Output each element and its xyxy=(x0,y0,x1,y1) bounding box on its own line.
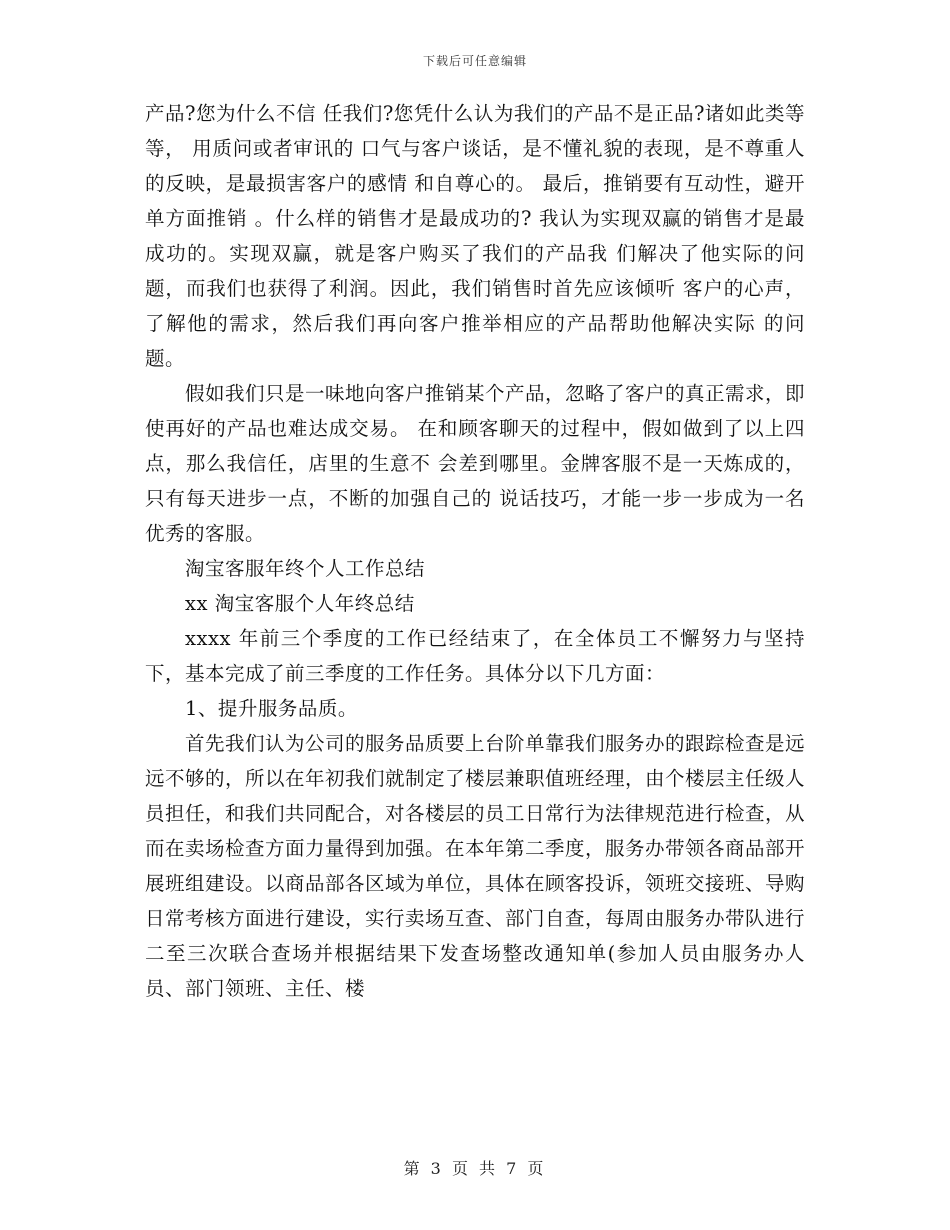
section-title: 淘宝客服年终个人工作总结 xyxy=(185,557,426,580)
page-header: 下载后可任意编辑 xyxy=(422,54,527,68)
paragraph-1: 产品?您为什么不信 任我们?您凭什么认为我们的产品不是正品?诸如此类等等， 用质问或者审讯的 口气与客户谈话，是不懂礼貌的表现，是不尊重人的反映，是最损害客户的感情 和自尊心的。 最后，推销要有互动性，避开单方面推销 。什么样的销售才是最成功的? 我认为实现双赢的销售才是最成功的。实现双赢，就是客户购买了我们的产品我 们解决了他实际的问题，而我们也获得了利润。因此，我们销售时首先应该倾听 客户的心声，了解他的需求，然后我们再向客户推举相应的产品帮助他解决实际 的问题。 xyxy=(145,102,805,370)
document-body xyxy=(145,96,805,1006)
list-heading-1: 1、提升服务品质。 xyxy=(185,697,358,720)
paragraph-2: 假如我们只是一味地向客户推销某个产品，忽略了客户的真正需求，即 使再好的产品也难达成交易。 在和顾客聊天的过程中，假如做到了以上四点，那么我信任，店里的生意不 会差到哪里。金牌客服不是一天炼成的，只有每天进步一点，不断的加强自己的 说话技巧，才能一步一步成为一名优秀的客服。 xyxy=(145,382,806,545)
page-number: 第 3 页 共 7 页 xyxy=(403,1159,547,1178)
paragraph-service-quality: 首先我们认为公司的服务品质要上台阶单靠我们服务办的跟踪检查是远远不够的，所以在年初我们就制定了楼层兼职值班经理，由个楼层主任级人员担任，和我们共同配合，对各楼层的员工日常行为法律规范进行检查，从而在卖场检查方面力量得到加强。在本年第二季度，服务办带领各商品部开展班组建设。以商品部各区域为单位，具体在顾客投诉，领班交接班、导购日常考核方面进行建设，实行卖场互查、部门自查，每周由服务办带队进行二至三次联合查场并根据结果下发查场整改通知单(参加人员由服务办人员、部门领班、主任、楼 xyxy=(145,732,806,1000)
section-subtitle: xx 淘宝客服个人年终总结 xyxy=(185,592,415,615)
paragraph-intro: xxxx 年前三个季度的工作已经结束了，在全体员工不懈努力与坚持下，基本完成了前三季度的工作任务。具体分以下几方面： xyxy=(145,627,805,685)
